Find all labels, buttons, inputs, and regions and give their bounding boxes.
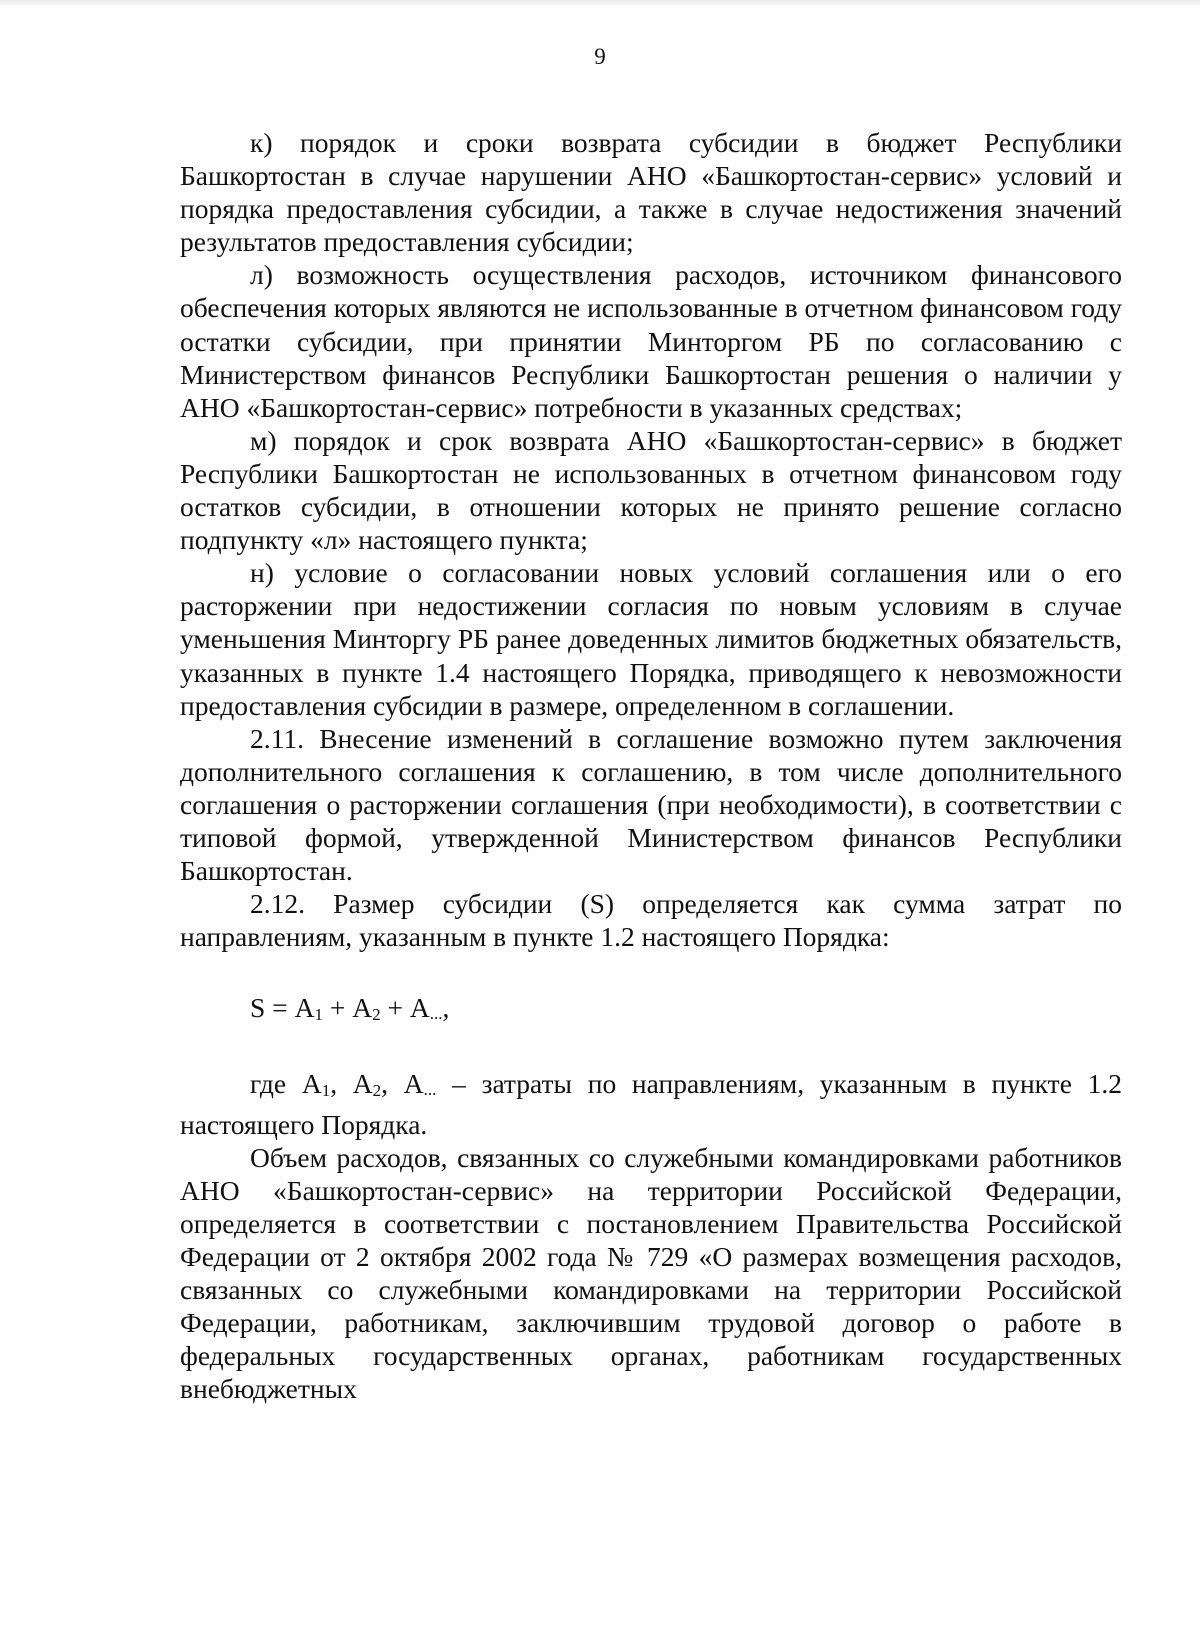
formula-plus: + bbox=[380, 992, 410, 1024]
where-sep: , bbox=[381, 1068, 404, 1100]
formula-subscript-1: 1 bbox=[314, 1005, 323, 1025]
formula-term-a: А bbox=[409, 992, 430, 1024]
formula-term-a: А bbox=[294, 992, 315, 1024]
where-term-a: А bbox=[403, 1068, 424, 1100]
where-sep: , bbox=[330, 1068, 353, 1100]
where-subscript-dots: ... bbox=[423, 1080, 437, 1100]
document-body bbox=[180, 126, 1122, 1405]
where-subscript-1: 1 bbox=[321, 1081, 331, 1101]
paragraph-m: м) порядок и срок возврата АНО «Башкортостан-сервис» в бюджет Республики Башкортостан не использованных в отчетном финансовом году остатков субсидии, в отношении которых не принято решение согласно подпункту «л» настоящего пункта; bbox=[180, 424, 1122, 556]
where-term-a: А bbox=[352, 1068, 373, 1100]
subsidy-formula bbox=[180, 991, 1122, 1031]
where-term-a: А bbox=[301, 1068, 322, 1100]
paragraph-2-11: 2.11. Внесение изменений в соглашение возможно путем заключения дополнительного соглашения к соглашению, в том числе дополнительного соглашения о расторжении соглашения (при необходимости), в соответствии с типовой формой, утвержденной Министерством финансов Республики Башкортостан. bbox=[180, 722, 1122, 887]
paragraph-2-12: 2.12. Размер субсидии (S) определяется как сумма затрат по направлениям, указанным в пункте 1.2 настоящего Порядка: bbox=[180, 888, 1122, 953]
formula-plus: + bbox=[322, 992, 353, 1024]
page-number: 9 bbox=[594, 44, 606, 69]
where-text: – затраты по направлениям, указанным в пункте 1.2 настоящего Порядка. bbox=[180, 1068, 1122, 1140]
formula-subscript-dots: ... bbox=[429, 1004, 443, 1024]
paragraph-k: к) порядок и сроки возврата субсидии в бюджет Республики Башкортостан в случае нарушении АНО «Башкортостан-сервис» условий и порядка предоставления субсидии, а также в случае недостижения значений результатов предоставления субсидии; bbox=[180, 127, 1122, 258]
paragraph-volume: Объем расходов, связанных со служебными командировками работников АНО «Башкортостан-сервис» на территории Российской Федерации, определяется в соответствии с постановлением Правительства Российской Федерации от 2 октября 2002 года № 729 «О размерах возмещения расходов, связанных со служебными командировками на территории Российской Федерации, работникам, заключившим трудовой договор о работе в федеральных государственных органах, работникам государственных внебюджетных bbox=[180, 1141, 1122, 1405]
scan-top-edge bbox=[0, 0, 1200, 6]
formula-term-a: А bbox=[352, 992, 373, 1024]
paragraph-where bbox=[180, 1067, 1122, 1140]
where-prefix: где bbox=[250, 1068, 302, 1100]
where-subscript-2: 2 bbox=[372, 1081, 382, 1101]
paragraph-l: л) возможность осуществления расходов, источником финансового обеспечения которых являются не использованные в отчетном финансовом году остатки субсидии, при принятии Минторгом РБ по согласованию с Министерством финансов Республики Башкортостан решения о наличии у АНО «Башкортостан-сервис» потребности в указанных средствах; bbox=[180, 259, 1122, 423]
formula-tail: , bbox=[442, 992, 450, 1024]
formula-lhs: S = bbox=[250, 992, 295, 1024]
paragraph-n: н) условие о согласовании новых условий соглашения или о его расторжении при недостижении согласия по новым условиям в случае уменьшения Минторгу РБ ранее доведенных лимитов бюджетных обязательств, указанных в пункте 1.4 настоящего Порядка, приводящего к невозможности предоставления субсидии в размере, определенном в соглашении. bbox=[180, 557, 1122, 721]
formula-subscript-2: 2 bbox=[372, 1005, 381, 1025]
